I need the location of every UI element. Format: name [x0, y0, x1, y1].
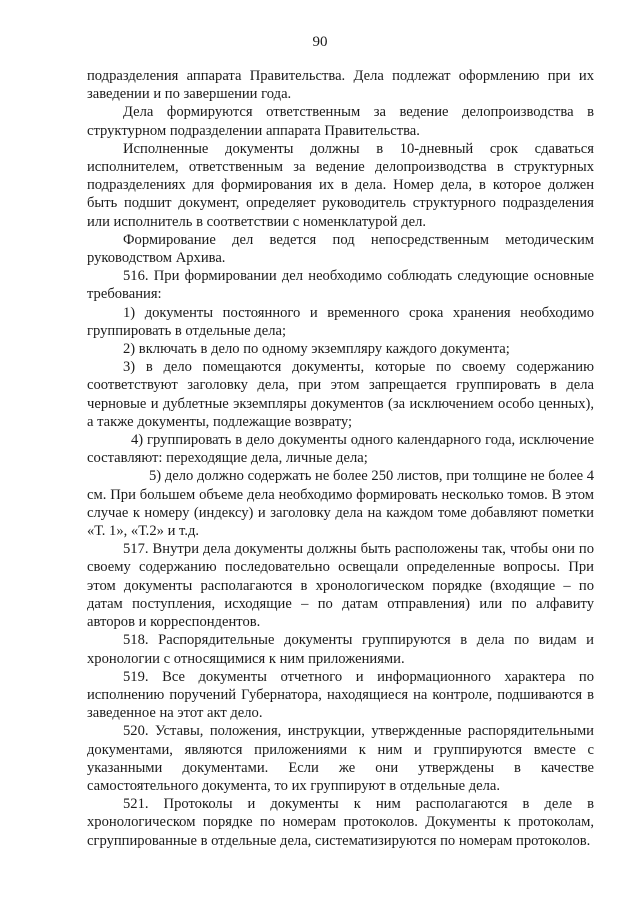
paragraph-continuation: подразделения аппарата Правительства. Дела подлежат оформлению при их заведении и по завершении года.: [87, 68, 594, 103]
clause-519: 519. Все документы отчетного и информационного характера по исполнению поручений Губернатора, находящиеся на контроле, подшиваются в заведенное на этот акт дело.: [87, 668, 594, 722]
clause-518: 518. Распорядительные документы группируются в дела по видам и хронологии с относящимися к ним приложениями.: [87, 632, 594, 667]
requirement-2: 2) включать в дело по одному экземпляру каждого документа;: [123, 341, 510, 358]
clause-521: 521. Протоколы и документы к ним располагаются в деле в хронологическом порядке по номерам протоколов. Документы к протоколам, сгруппированные в отдельные дела, систематизируются по номерам протоколов.: [87, 796, 594, 849]
requirement-3: 3) в дело помещаются документы, которые по своему содержанию соответствуют заголовку дела, при этом запрещается группировать в дела черновые и дублетные экземпляры документов (за исключением особо ценных), а также документы, подлежащие возврату;: [87, 359, 594, 430]
clause-516: 516. При формировании дел необходимо соблюдать следующие основные требования:: [87, 268, 594, 303]
requirement-5: 5) дело должно содержать не более 250 листов, при толщине не более 4 см. При большем объеме дела необходимо формировать несколько томов. В этом случае к номеру (индексу) и заголовку дела на каждом томе добавляют пометки «Т. 1», «Т.2» и т.д.: [87, 468, 594, 540]
paragraph-cases-formation: Дела формируются ответственным за ведение делопроизводства в структурном подразделении аппарата Правительства.: [87, 104, 594, 139]
clause-517: 517. Внутри дела документы должны быть расположены так, чтобы они по своему содержанию последовательно освещали определенные вопросы. При этом документы располагаются в хронологическом порядке (входящие – по датам поступления, исходящие – по датам отправления) или по алфавиту авторов и корреспондентов.: [87, 541, 594, 631]
document-body: [87, 67, 594, 850]
requirement-1: 1) документы постоянного и временного срока хранения необходимо группировать в отдельные дела;: [87, 304, 594, 339]
requirement-4: 4) группировать в дело документы одного календарного года, исключение составляют: переходящие дела, личные дела;: [87, 432, 594, 467]
clause-520: 520. Уставы, положения, инструкции, утвержденные распорядительными документами, являются приложениями к ним и группируются вместе с указанными документами. Если же они утверждены в качестве самостоятельного документа, то их группируют в отдельные дела.: [87, 723, 594, 794]
paragraph-archive-guidance: Формирование дел ведется под непосредственным методическим руководством Архива.: [87, 231, 594, 267]
page-number: 90: [312, 34, 328, 50]
paragraph-executed-documents: Исполненные документы должны в 10-дневный срок сдаваться исполнителем, ответственным за ведение делопроизводства в структурных подразделениях для формирования их в дела. Номер дела, в которое должен быть подшит документ, определяет руководитель структурного подразделения или исполнитель в соответствии с номенклатурой дел.: [87, 140, 594, 230]
